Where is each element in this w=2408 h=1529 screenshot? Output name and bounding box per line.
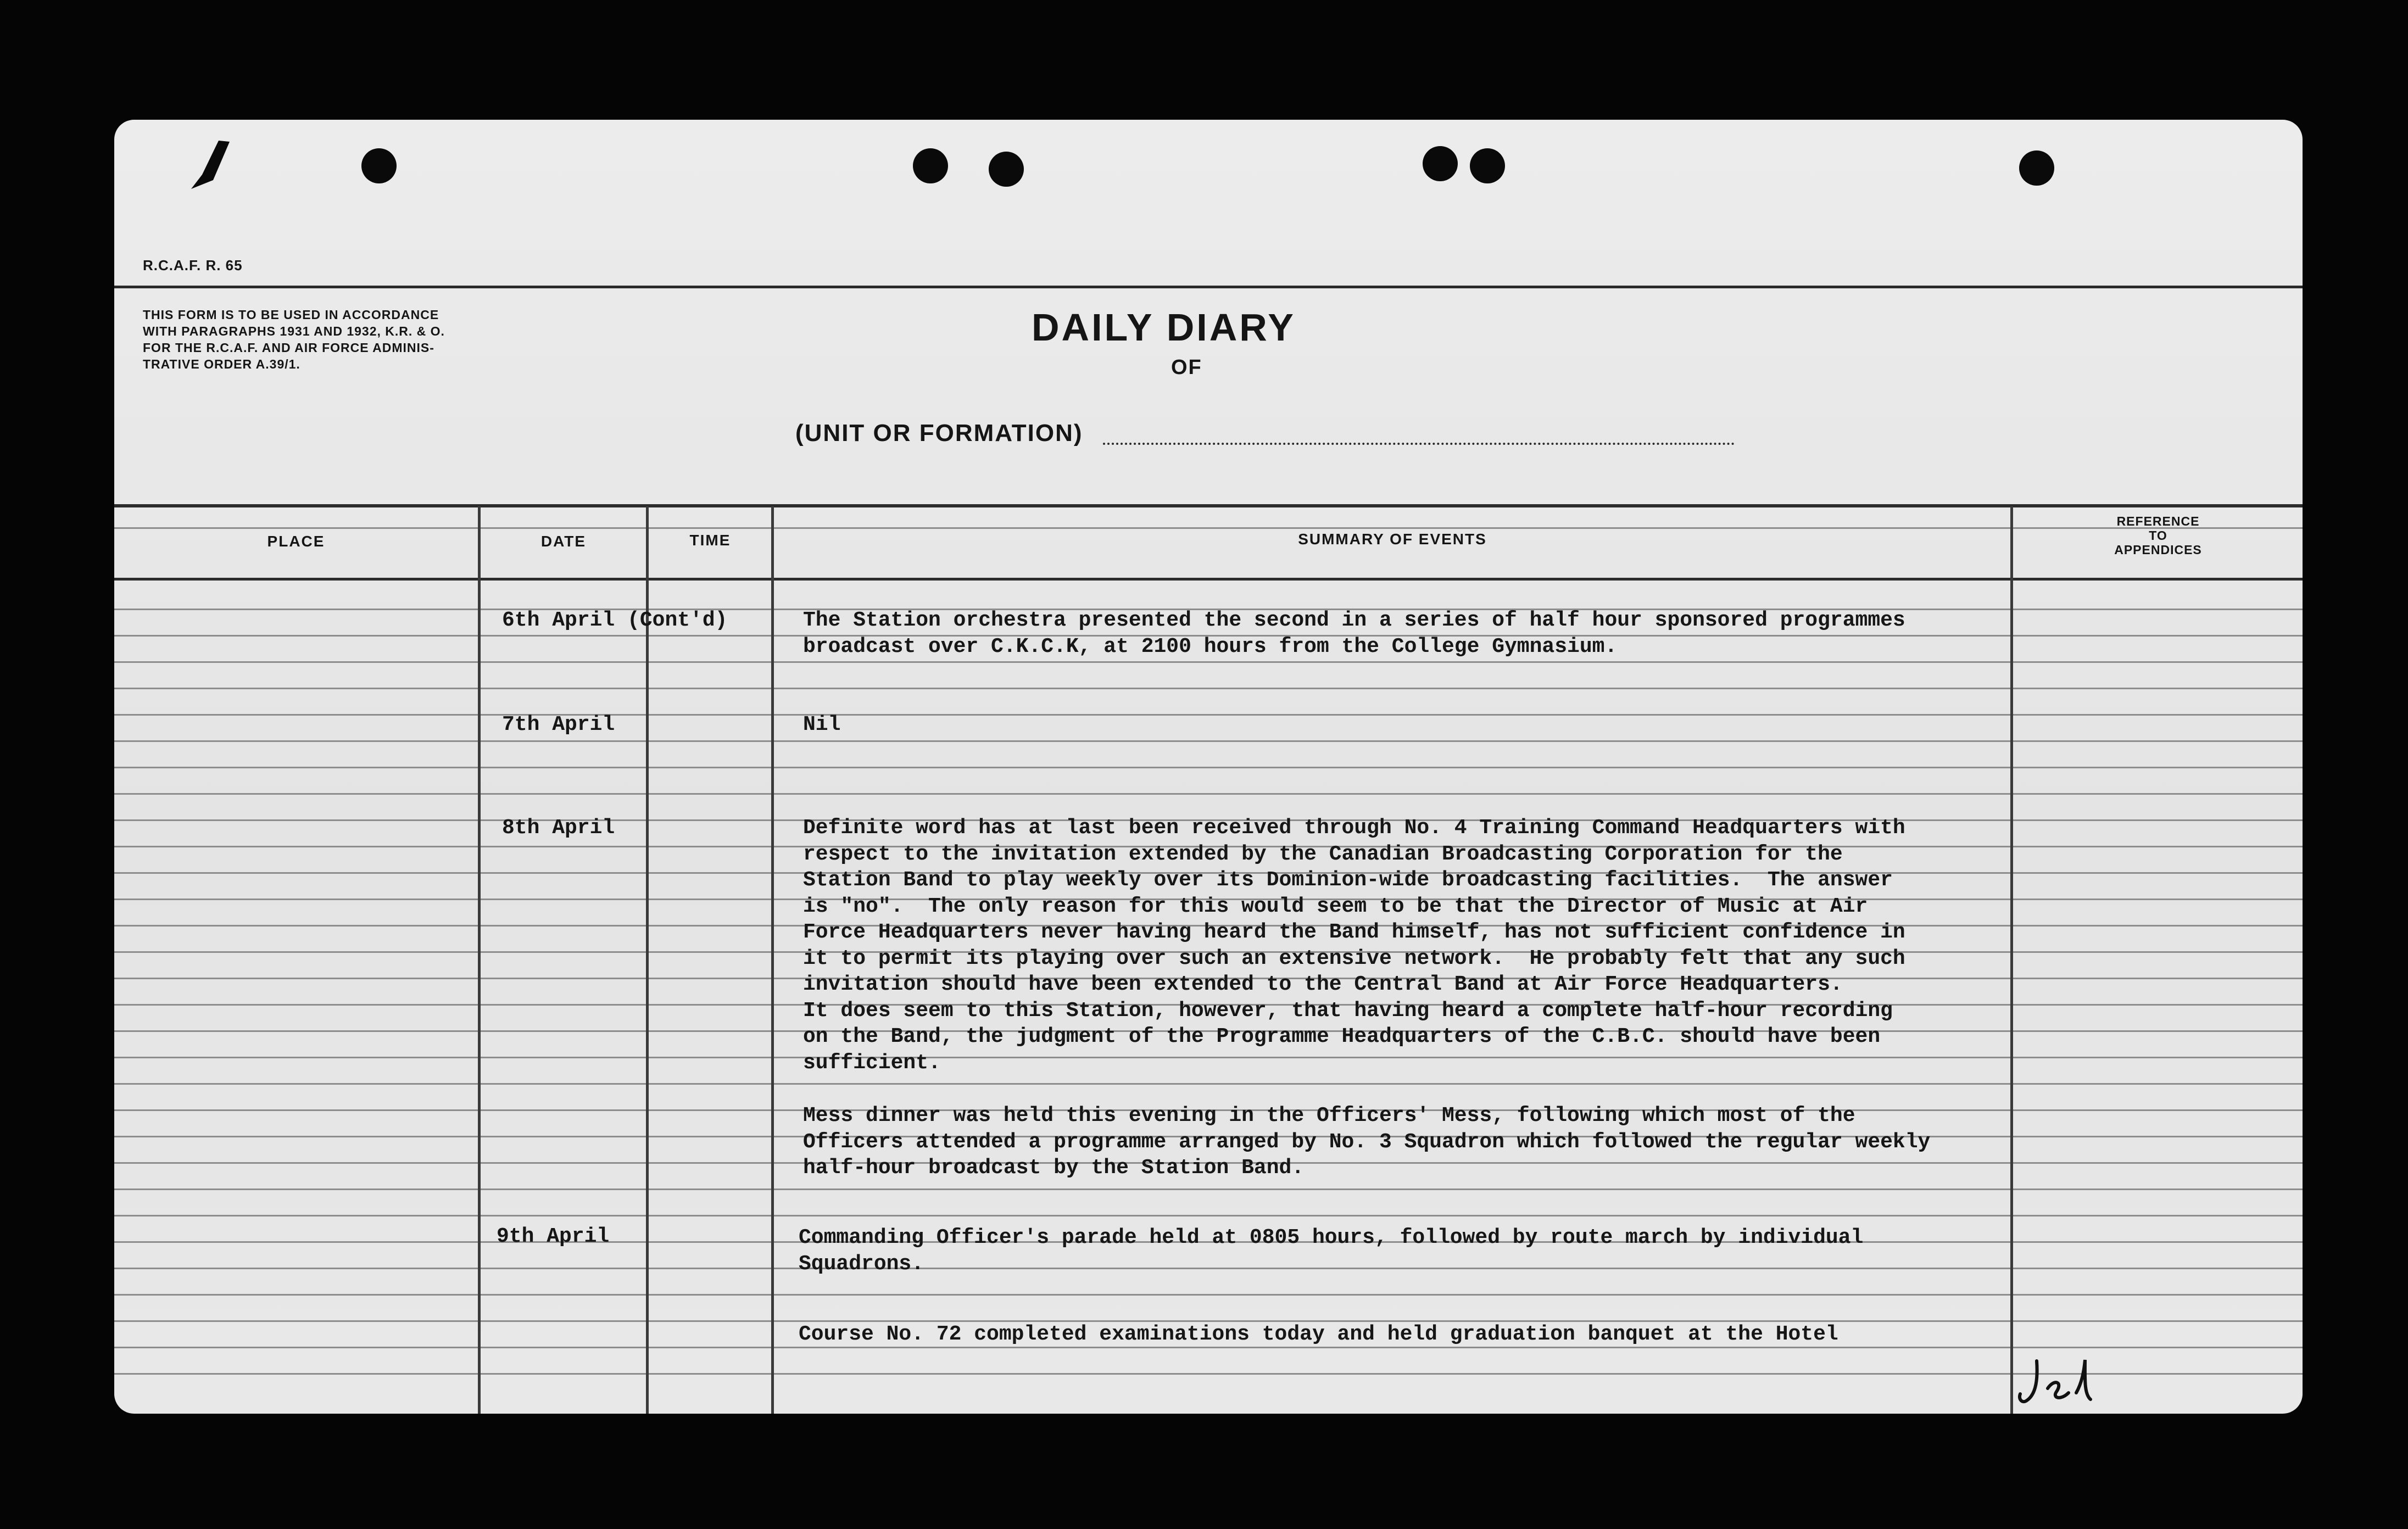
column-header-time: TIME — [689, 532, 731, 549]
punch-hole — [1423, 146, 1458, 181]
column-header-place: PLACE — [267, 533, 325, 550]
entry-date: 7th April — [502, 713, 615, 736]
column-header-rule — [114, 578, 2303, 581]
entry-summary: Nil — [803, 713, 841, 736]
punch-hole — [2019, 150, 2054, 186]
column-header-reference: REFERENCE TO APPENDICES — [2114, 514, 2202, 557]
handwritten-initials — [2015, 1350, 2114, 1410]
unit-label: (UNIT OR FORMATION) — [795, 420, 1083, 447]
column-divider — [771, 506, 774, 1414]
entry-summary: The Station orchestra presented the second in a series of half hour sponsored programmes broadcast over C.K.C.K, at 2100 hours from the College Gymnasium. — [803, 609, 1905, 659]
rule — [114, 661, 2303, 663]
rule — [114, 688, 2303, 689]
torn-corner-mark — [180, 136, 241, 197]
entry-summary: Commanding Officer's parade held at 0805 hours, followed by route march by individual Squadrons. — [799, 1226, 1864, 1276]
entry-date: 9th April — [497, 1225, 610, 1248]
column-divider — [646, 506, 649, 1414]
header-top-rule — [114, 286, 2303, 288]
entry-summary: Course No. 72 completed examinations today and held graduation banquet at the Hotel — [799, 1322, 1838, 1346]
punch-hole — [989, 152, 1024, 187]
column-divider — [478, 506, 481, 1414]
diary-sheet — [114, 120, 2303, 1414]
rule — [114, 1083, 2303, 1085]
unit-field-line — [1103, 443, 1735, 445]
entry-summary: Definite word has at last been received through No. 4 Training Command Headquarters with respect to the invitation extended by the Canadian Broadcasting Corporation for the Station Band to play weekly over its Dominion-wide broadcasting facilities. The answer is "no". The only reason for this would seem to be that the Director of Music at Air Force Headquarters never having heard the Band himself, has not sufficient confidence in it to permit its playing over such an extensive network. He probably felt that any such invitation should have been extended to the Central Band at Air Force Headquarters. It does seem to this Station, however, that having heard a complete half-hour recording on the Band, the judgment of the Programme Headquarters of the C.B.C. should have been sufficient. — [803, 816, 1905, 1075]
column-divider — [2010, 506, 2013, 1414]
rule — [114, 1188, 2303, 1190]
entry-date: 8th April — [502, 816, 615, 840]
rule — [114, 527, 2303, 529]
form-instructions: THIS FORM IS TO BE USED IN ACCORDANCE WITH PARAGRAPHS 1931 AND 1932, K.R. & O. FOR THE R.C.A.F. AND AIR FORCE ADMINIS- TRATIVE ORDER A.39/1. — [143, 308, 445, 371]
column-header-summary: SUMMARY OF EVENTS — [1298, 531, 1487, 548]
entry-summary: Mess dinner was held this evening in the Officers' Mess, following which most of the Officers attended a programme arranged by No. 3 Squadron which followed the regular weekly half-hour broadcast by the Station Band. — [803, 1104, 1931, 1180]
rule — [114, 1373, 2303, 1375]
table-top-rule — [114, 504, 2303, 507]
punch-hole — [361, 148, 397, 183]
rule — [114, 767, 2303, 768]
punch-hole — [913, 148, 948, 183]
punch-hole — [1470, 148, 1505, 183]
rule — [114, 714, 2303, 716]
form-number: R.C.A.F. R. 65 — [143, 257, 243, 274]
entry-date: 6th April (Cont'd) — [502, 609, 728, 632]
page-title: DAILY DIARY — [1032, 306, 1296, 349]
rule — [114, 1215, 2303, 1216]
rule — [114, 740, 2303, 742]
column-header-date: DATE — [540, 533, 587, 550]
title-of: OF — [1171, 356, 1202, 379]
rule — [114, 1294, 2303, 1296]
rule — [114, 793, 2303, 795]
